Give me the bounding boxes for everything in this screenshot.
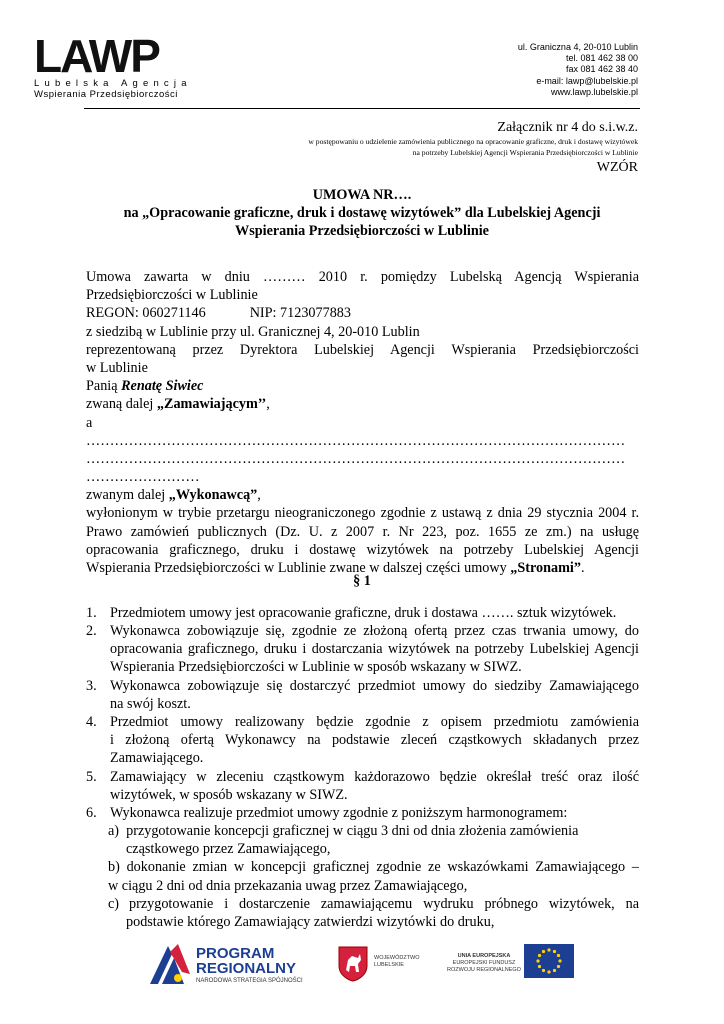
program-regional-emblem (148, 944, 192, 990)
parties-term: „Stronami” (510, 560, 581, 576)
list-item: 4. Przedmiot umowy realizowany będzie zgodnie z opisem przedmiotu zamówienia i złożoną ofertą Wykonawcy na podstawie zleceń cząstkowych składanych przez Zamawiającego. (86, 714, 639, 767)
blank-line: …………………………………………………………………………………………………… (86, 432, 626, 449)
intro-line: reprezentowaną przez Dyrektora Lubelskiej Agencji Wspierania Przedsiębiorczości (86, 341, 639, 358)
intro-line: w Lublinie (86, 359, 148, 376)
list-number: 2. (86, 623, 97, 639)
list-number: 1. (86, 605, 97, 621)
logo-line-2: Wspierania Przedsiębiorczości (34, 89, 178, 100)
list-number: 6. (86, 805, 97, 821)
client-term: „Zamawiającym’’ (156, 396, 267, 413)
representative-name: Renatę Siwiec (121, 378, 204, 395)
intro-line: Przedsiębiorczości w Lublinie (86, 287, 258, 304)
list-number: 3. (86, 678, 97, 694)
schedule-list (108, 822, 639, 931)
eu-fund-label: UNIA EUROPEJSKA EUROPEJSKI FUNDUSZ ROZWOJU REGIONALNEGO (447, 953, 521, 973)
list-number: 5. (86, 769, 97, 785)
schedule-item-b: b) dokonanie zmian w koncepcji graficznej zgodnie ze wskazówkami Zamawiającego – (108, 859, 639, 876)
intro-block (86, 268, 639, 577)
blank-line: …………………… (86, 469, 200, 486)
list-number: 4. (86, 714, 97, 730)
blank-line: …………………………………………………………………………………………………… (86, 450, 626, 467)
intro-line: z siedzibą w Lublinie przy ul. Granicznej 4, 20-010 Lublin (86, 323, 420, 340)
conjunction: a (86, 414, 93, 431)
eu-flag-icon (524, 944, 574, 978)
contract-number: UMOWA NR…. (312, 187, 412, 203)
intro-line: Prawo zamówień publicznych (Dz. U. z 2007 r. Nr 223, poz. 1655 ze zm.) na usługę (86, 523, 639, 540)
contact-website[interactable]: www.lawp.lubelskie.pl (550, 86, 638, 97)
program-regional-logo: PROGRAM REGIONALNY NARODOWA STRATEGIA SPÓJNOŚCI (196, 945, 303, 984)
contact-block (398, 42, 638, 98)
header-divider (84, 108, 640, 109)
intro-line: Umowa zawarta w dniu ……… 2010 r. pomiędzy Lubelską Agencją Wspierania (86, 269, 639, 285)
schedule-item-c-cont: podstawie którego Zamawiający zatwierdzi wizytówki do druku, (126, 913, 495, 930)
annex-title: Załącznik nr 4 do s.i.w.z. (497, 120, 638, 135)
contract-title-line-2: Wspierania Przedsiębiorczości w Lublinie (235, 223, 489, 239)
lubelskie-coat-of-arms-icon (338, 946, 368, 982)
schedule-item-a: a) przygotowanie koncepcji graficznej w ciągu 3 dni od dnia złożenia zamówienia (108, 823, 579, 839)
template-label: WZÓR (596, 160, 638, 175)
nip: NIP: 7123077883 (249, 305, 351, 322)
schedule-item-b-cont: w ciągu 2 dni od dnia przekazania uwag przez Zamawiającego, (108, 877, 468, 894)
intro-line: opracowania graficznego, druku i dostawę wizytówek na potrzeby Lubelskiej Agencji (86, 541, 639, 558)
contact-address: ul. Graniczna 4, 20-010 Lublin (517, 42, 638, 52)
annex-line-2: na potrzeby Lubelskiej Agencji Wspierania Przedsiębiorczości w Lublinie (412, 148, 638, 157)
list-item: 1. Przedmiotem umowy jest opracowanie graficzne, druk i dostawa ……. sztuk wizytówek. (86, 605, 617, 621)
intro-line: wyłonionym w trybie przetargu nieograniczonego zgodnie z ustawą z dnia 29 stycznia 2004 r. (86, 505, 639, 522)
logo-line-1: Lubelska Agencja (34, 78, 192, 89)
contact-phone: tel. 081 462 38 00 (565, 53, 638, 64)
regon: REGON: 060271146 (86, 305, 206, 322)
client-label-line: zwaną dalej „Zamawiającym’’, (86, 396, 270, 413)
list-item: 6. Wykonawca realizuje przedmiot umowy zgodnie z poniższym harmonogramem: (86, 805, 568, 821)
list-item: 3. Wykonawca zobowiązuje się dostarczyć przedmiot umowy do siedziby Zamawiającego na swój koszt. (86, 678, 639, 713)
contractor-label-line: zwanym dalej „Wykonawcą”, (86, 487, 261, 504)
schedule-item-a-cont: cząstkowego przez Zamawiającego, (126, 841, 331, 858)
contract-title-line-1: na „Opracowanie graficzne, druk i dostawę wizytówek” dla Lubelskiej Agencji (123, 205, 601, 221)
regon-nip-line (86, 304, 639, 322)
contact-fax: fax 081 462 38 40 (565, 64, 638, 75)
annex-line-1: w postępowaniu o udzielenie zamówienia publicznego na opracowanie graficzne, druk i dostawę wizytówek (308, 137, 638, 146)
lawp-logo (34, 30, 194, 104)
representative-line: Panią Renatę Siwiec (86, 378, 204, 395)
contact-email[interactable]: e-mail: lawp@lubelskie.pl (536, 75, 638, 86)
logo-wordmark: LAWP (34, 30, 159, 82)
section-heading: § 1 (353, 573, 371, 589)
schedule-item-c: c) przygotowanie i dostarczenie zamawiającemu wydruku próbnego wizytówek, na (108, 895, 639, 912)
lubelskie-label: WOJEWÓDZTWO LUBELSKIE (374, 955, 420, 968)
list-item: 2. Wykonawca zobowiązuje się, zgodnie ze złożoną ofertą przez czas trwania umowy, do opracowania graficznego, druku i dostarczania wizytówek na potrzeby Lubelskiej Agencji Wspierania Przedsiębiorczości w Lublinie w sposób wskazany w SIWZ. (86, 623, 639, 676)
list-item: 5. Zamawiający w zleceniu cząstkowym każdorazowo będzie określał treść oraz ilość wizytówek, w sposób wskazany w SIWZ. (86, 769, 639, 804)
parties-line: Wspierania Przedsiębiorczości w Lublinie zwane w dalszej części umowy „Stronami”. (86, 560, 585, 576)
contractor-term: „Wykonawcą” (168, 487, 258, 504)
